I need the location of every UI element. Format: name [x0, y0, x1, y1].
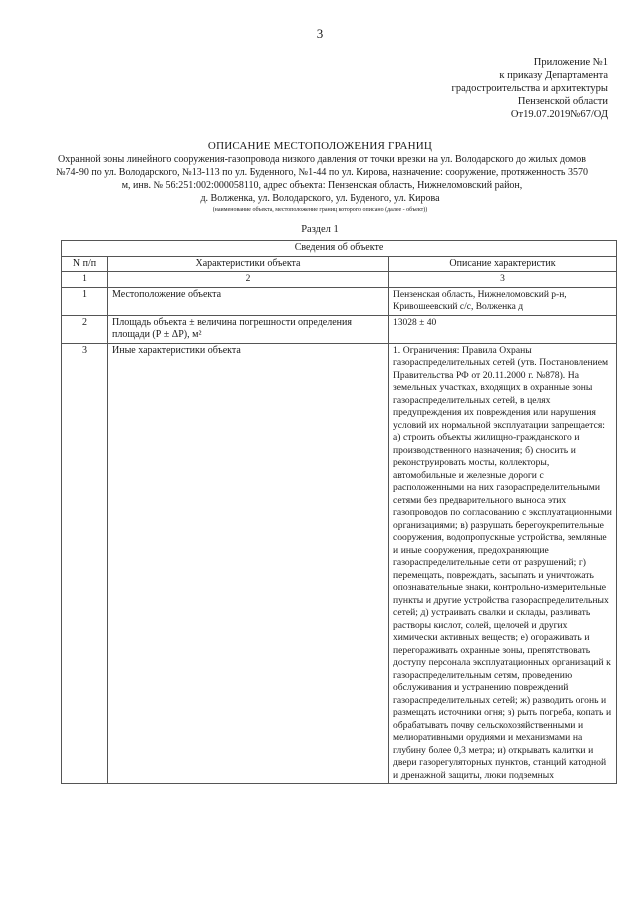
table-header-row: [62, 241, 617, 257]
column-headers-row: [62, 256, 617, 272]
object-description: Охранной зоны линейного сооружения-газопровода низкого давления от точки врезки на ул. Володарского до жилых домов №74-90 по ул. Володарского, №13-113 по ул. Буденного, №1-44 по ул. Кирова, назначение: сооружение, протяженность 3570 м, инв. № 56:251:002:000058110, адрес объекта: Пензенская область, Нижнеломовский район,: [56, 154, 588, 191]
table-row: [62, 315, 617, 343]
table-row: [62, 343, 617, 784]
row-characteristic: Площадь объекта ± величина погрешности определения площади (Р ± ΔР), м²: [108, 315, 389, 343]
document-title: ОПИСАНИЕ МЕСТОПОЛОЖЕНИЯ ГРАНИЦ: [207, 140, 433, 152]
appendix-block: [452, 56, 608, 121]
row-characteristic: Местоположение объекта: [108, 287, 389, 315]
row-number: 2: [62, 315, 108, 343]
column-number: 2: [108, 272, 389, 288]
row-number: 1: [62, 287, 108, 315]
column-header: Описание характеристик: [389, 256, 617, 272]
row-description: 1. Ограничения: Правила Охраны газораспределительных сетей (утв. Постановлением Правительства РФ от 20.11.2000 г. №878). На земельных участках, входящих в охранные зоны газораспределительных сетей, в целях предупреждения их повреждения или нарушения условий их нормальной эксплуатации запрещается: а) строить объекты жилищно-гражданского и производственного назначения; б) сносить и реконструировать мосты, коллекторы, автомобильные и железные дороги с расположенными на них газораспределительными сетями без предварительного выноса этих газопроводов по согласованию с эксплуатационными организациями; в) разрушать берегоукрепительные сооружения, водопропускные устройства, земляные и иные сооружения, предохраняющие газораспределительные сети от разрушений; г) перемещать, повреждать, засыпать и уничтожать опознавательные знаки, контрольно-измерительные пункты и другие устройства газораспределительных сетей; д) устраивать свалки и склады, разливать растворы кислот, солей, щелочей и других химически активных веществ; е) огораживать и перегораживать охранные зоны, препятствовать доступу персонала эксплуатационных организаций к газораспределительным сетям, проведению обслуживания и устранению повреждений газораспределительных сетей; ж) разводить огонь и размещать источники огня; з) рыть погреба, копать и обрабатывать почву сельскохозяйственными и мелиоративными орудиями и механизмами на глубину более 0,3 метра; и) открывать калитки и двери газорегуляторных пунктов, станций катодной и дренажной защиты, люки подземных: [389, 343, 617, 784]
column-numbers-row: [62, 272, 617, 288]
appendix-line: градостроительства и архитектуры: [451, 83, 608, 94]
table-header: Сведения об объекте: [62, 241, 617, 257]
row-description: Пензенская область, Нижнеломовский р-н, Кривошеевский с/с, Волженка д: [389, 287, 617, 315]
appendix-line: Приложение №1: [533, 57, 608, 68]
table-row: [62, 287, 617, 315]
appendix-line: к приказу Департамента: [499, 70, 608, 81]
column-number: 3: [389, 272, 617, 288]
page-number: 3: [316, 26, 324, 41]
appendix-line: Пензенской области: [517, 96, 608, 107]
column-number: 1: [62, 272, 108, 288]
description-caption: (наименование объекта, местоположение границ которого описано (далее - объект)): [212, 207, 428, 213]
row-description: 13028 ± 40: [389, 315, 617, 343]
object-location-line: д. Волженка, ул. Володарского, ул. Буденого, ул. Кирова: [200, 193, 440, 204]
row-characteristic: Иные характеристики объекта: [108, 343, 389, 784]
section-title: Раздел 1: [301, 224, 339, 235]
appendix-line: От19.07.2019№67/ОД: [510, 109, 608, 120]
row-number: 3: [62, 343, 108, 784]
column-header: Характеристики объекта: [108, 256, 389, 272]
object-info-table: [61, 240, 617, 784]
column-header: N п/п: [62, 256, 108, 272]
